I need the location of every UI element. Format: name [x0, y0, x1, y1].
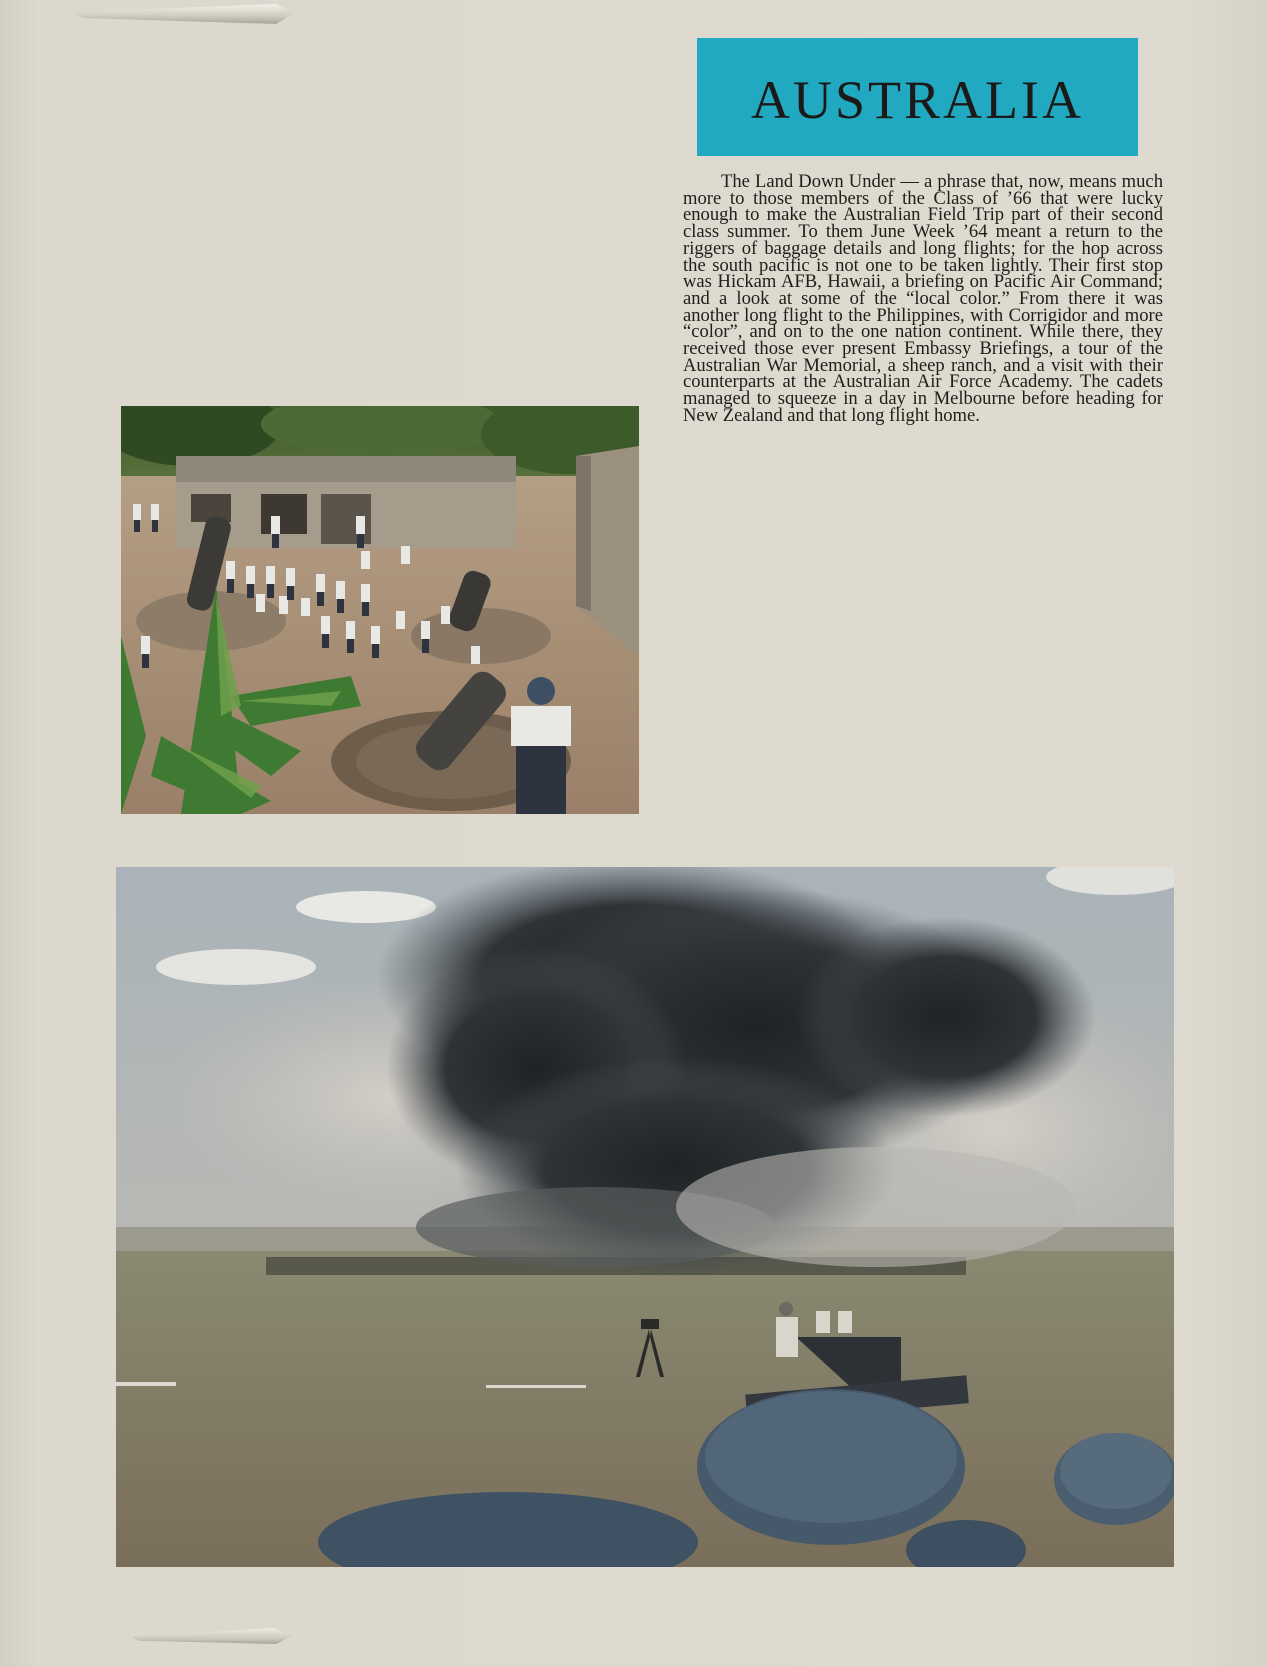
photo-explosion-image [116, 867, 1174, 1567]
photo-firepower-demo [116, 867, 1174, 1567]
page-title: AUSTRALIA [751, 70, 1084, 130]
article-body: The Land Down Under — a phrase that, now, means much more to those members of the Class of ’66 that were lucky enough to make the Australian Field Trip part of their second class summer. To them June Week ’64 meant a return to the riggers of baggage details and long flights; for the hop across the south pacific is not one to be taken lightly. Their first stop was Hickam AFB, Hawaii, a briefing on Pacific Air Command; and a look at some of the “local color.” From there it was another long flight to the Philippines, with Corrigidor and more “color”, and on to the one nation continent. While there, they received those ever present Embassy Briefings, a tour of the Australian War Memorial, a sheep ranch, and a visit with their counterparts at the Australian Air Force Academy. The cadets managed to squeeze in a day in Melbourne before heading for New Zealand and that long flight home. [683, 171, 1163, 426]
title-banner [697, 38, 1138, 156]
binder-tab-bottom [132, 1628, 292, 1644]
binder-tab-top [72, 4, 294, 24]
photo-fort-cannons [121, 406, 639, 814]
photo-fort-image [121, 406, 639, 814]
